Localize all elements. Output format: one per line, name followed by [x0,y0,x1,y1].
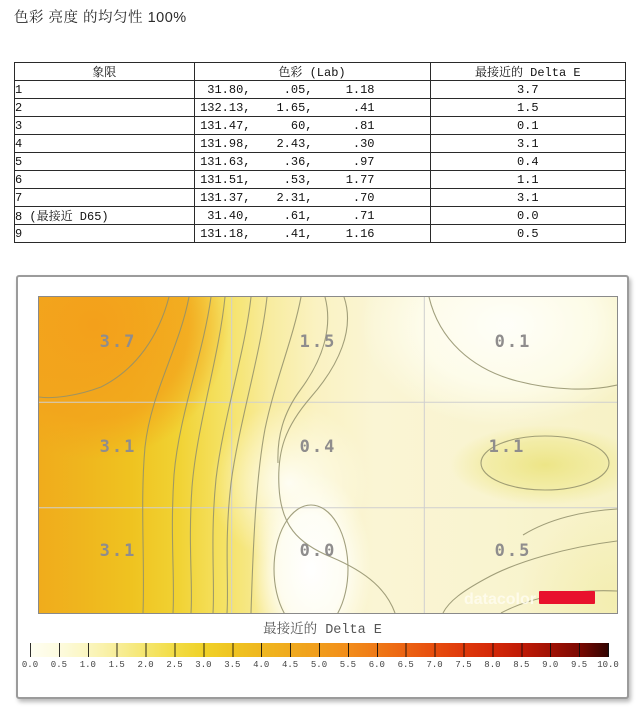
column-header-lab: 色彩 (Lab) [194,63,430,81]
colorbar-tick-label: 1.5 [108,660,125,670]
column-header-delta-e: 最接近的 Delta E [430,63,625,81]
delta-e-cell: 3.1 [430,189,625,207]
colorbar-tick-label: 3.0 [195,660,212,670]
lab-a: .61, [283,208,313,223]
delta-e-cell: 0.5 [430,225,625,243]
lab-cell [194,225,430,243]
watermark-logo-bar [539,591,595,604]
quadrant-cell: 2 [15,99,195,117]
lab-a: 2.43, [276,136,313,151]
quadrant-cell: 4 [15,135,195,153]
quadrant-cell: 7 [15,189,195,207]
lab-a: .05, [283,82,313,97]
delta-e-cell: 0.0 [430,207,625,225]
cell-label: 0.5 [494,541,532,561]
lab-l: 131.37, [200,190,251,205]
lab-cell [194,189,430,207]
table-row [15,81,626,99]
table-row [15,171,626,189]
cell-label: 0.0 [299,541,337,561]
colorbar-tick-label: 3.5 [224,660,241,670]
colorbar-tick-label: 7.0 [426,660,443,670]
lab-cell [194,207,430,225]
lab-b: .81 [352,118,375,133]
table-row [15,189,626,207]
lab-l: 131.51, [200,172,251,187]
delta-e-cell: 3.1 [430,135,625,153]
lab-a: .36, [283,154,313,169]
table-row [15,153,626,171]
delta-e-cell: 0.4 [430,153,625,171]
table-row [15,207,626,225]
colorbar-tick-labels [21,660,619,672]
column-header-quadrant: 象限 [15,63,195,81]
watermark-text: datacolor [463,591,536,608]
lab-a: .41, [283,226,313,241]
cell-label: 3.1 [99,541,137,561]
lab-b: .71 [352,208,375,223]
table-row [15,99,626,117]
lab-l: 131.47, [200,118,251,133]
lab-l: 131.98, [200,136,251,151]
table-header-row [15,63,626,81]
lab-a: 60, [290,118,313,133]
lab-l: 131.18, [200,226,251,241]
cell-label: 0.1 [494,332,532,352]
colorbar-tick-label: 0.0 [21,660,39,670]
lab-b: .30 [352,136,375,151]
quadrant-cell: 6 [15,171,195,189]
lab-b: 1.77 [345,172,375,187]
colorbar-tick-label: 8.5 [513,660,530,670]
colorbar-title: 最接近的 Delta E [263,623,382,638]
cell-label: 3.7 [99,332,137,352]
colorbar-tick-label: 9.0 [542,660,559,670]
delta-e-cell: 0.1 [430,117,625,135]
cell-label: 1.1 [488,437,526,457]
lab-l: 131.63, [200,154,251,169]
lab-b: .70 [352,190,375,205]
delta-e-cell: 1.1 [430,171,625,189]
quadrant-cell: 9 [15,225,195,243]
cell-label: 3.1 [99,437,137,457]
colorbar-tick-label: 1.0 [79,660,96,670]
cell-label: 1.5 [299,332,337,352]
colorbar-tick-label: 9.5 [570,660,588,670]
heatmap-frame [16,275,629,699]
lab-a: .53, [283,172,313,187]
colorbar-tick-label: 6.5 [397,660,414,670]
colorbar-tick-label: 8.0 [484,660,501,670]
colorbar-tick-label: 5.0 [310,660,328,670]
lab-b: .41 [352,100,375,115]
lab-b: 1.16 [345,226,375,241]
delta-e-cell: 3.7 [430,81,625,99]
colorbar-tick-label: 7.5 [455,660,472,670]
colorbar-tick-label: 10.0 [597,660,619,670]
lab-a: 1.65, [276,100,313,115]
colorbar-tick-label: 0.5 [50,660,67,670]
colorbar-tick-label: 5.5 [339,660,356,670]
lab-a: 2.31, [276,190,313,205]
lab-cell [194,99,430,117]
lab-cell [194,135,430,153]
colorbar-tick-label: 4.5 [281,660,299,670]
colorbar-tick-label: 6.0 [368,660,385,670]
table-row [15,135,626,153]
quadrant-cell: 5 [15,153,195,171]
lab-l: 132.13, [200,100,251,115]
quadrant-cell: 8 (最接近 D65) [15,207,195,225]
contour-plot [38,296,618,614]
contour-plot-svg [39,297,617,613]
lab-cell [194,117,430,135]
lab-cell [194,153,430,171]
page-title: 色彩 亮度 的均匀性 100% [14,10,187,26]
colorbar-gradient [30,643,609,657]
colorbar-tick-label: 2.0 [137,660,154,670]
lab-cell [194,81,430,99]
cell-label: 0.4 [299,437,337,457]
lab-b: 1.18 [345,82,375,97]
table-row [15,225,626,243]
colorbar-tick-label: 2.5 [166,660,183,670]
lab-l: 31.80, [207,82,251,97]
uniformity-table [14,62,626,243]
lab-l: 31.40, [207,208,251,223]
lab-cell [194,171,430,189]
quadrant-cell: 1 [15,81,195,99]
table-row [15,117,626,135]
lab-b: .97 [352,154,375,169]
quadrant-cell: 3 [15,117,195,135]
delta-e-cell: 1.5 [430,99,625,117]
colorbar-tick-label: 4.0 [253,660,270,670]
